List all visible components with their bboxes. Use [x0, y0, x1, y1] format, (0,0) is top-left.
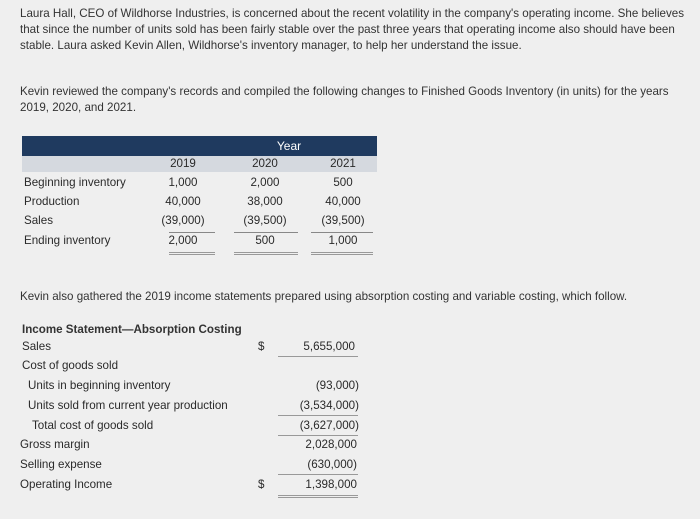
amount-units-sold-current-year: (3,534,000) [299, 399, 359, 412]
currency-symbol: $ [258, 340, 265, 353]
cell-value: 1,000 [328, 234, 358, 247]
cell-value: 2,000 [168, 234, 198, 247]
total-rule [169, 254, 215, 255]
amount-units-in-beginning-inventory: (93,000) [315, 379, 359, 392]
amount-gross-margin: 2,028,000 [305, 438, 357, 451]
row-label-selling-expense: Selling expense [20, 458, 102, 471]
cell-value: 38,000 [247, 195, 283, 208]
amount-selling-expense: (630,000) [307, 458, 357, 471]
year-2019-header: 2019 [170, 157, 196, 170]
row-label-gross-margin: Gross margin [20, 438, 90, 451]
cell-value: 1,000 [168, 176, 198, 189]
currency-symbol: $ [258, 478, 265, 491]
total-rule [278, 497, 358, 498]
cell-value: 2,000 [250, 176, 280, 189]
year-2020-header: 2020 [252, 157, 278, 170]
cell-value: 40,000 [165, 195, 201, 208]
year-header-bar [22, 136, 377, 156]
row-label-operating-income: Operating Income [20, 478, 113, 491]
row-label-production: Production [24, 195, 80, 208]
year-columns-row [22, 156, 377, 172]
total-rule [311, 254, 373, 255]
row-label-units-sold-current-year: Units sold from current year production [28, 399, 228, 412]
year-header-label: Year [276, 139, 302, 153]
cell-value: 40,000 [325, 195, 361, 208]
row-label-beginning-inventory: Beginning inventory [24, 176, 126, 189]
intro-paragraph-1: Laura Hall, CEO of Wildhorse Industries, is concerned about the recent volatility in the company's operating income. She believes that since the number of units sold has been fairly stable over the past three years that operating income also should have been stable. Laura asked Kevin Allen, Wildhorse's inventory manager, to help her understand the issue. [20, 7, 685, 52]
total-rule [234, 254, 298, 255]
row-label-sales: Sales [24, 214, 54, 227]
row-label-sales: Sales [22, 340, 52, 353]
cell-value: (39,500) [243, 214, 287, 227]
total-rule [311, 252, 373, 253]
row-label-total-cost-of-goods-sold: Total cost of goods sold [32, 419, 154, 432]
amount-sales: 5,655,000 [303, 340, 355, 353]
cell-value: 500 [255, 234, 275, 247]
row-label-ending-inventory: Ending inventory [24, 234, 111, 247]
total-rule [234, 252, 298, 253]
total-rule [169, 252, 215, 253]
amount-total-cost-of-goods-sold: (3,627,000) [299, 419, 359, 432]
amount-operating-income: 1,398,000 [305, 478, 357, 491]
year-2021-header: 2021 [330, 157, 356, 170]
intro-paragraph-2: Kevin reviewed the company's records and compiled the following changes to Finished Goods Inventory (in units) for the years 2019, 2020, and 2021. [20, 85, 669, 114]
row-label-units-in-beginning-inventory: Units in beginning inventory [28, 379, 171, 392]
total-rule [278, 495, 358, 496]
row-label-cost-of-goods-sold: Cost of goods sold [22, 359, 119, 372]
cell-value: (39,000) [161, 214, 205, 227]
income-statement-title: Income Statement—Absorption Costing [22, 323, 242, 336]
intro-paragraph-3: Kevin also gathered the 2019 income statements prepared using absorption costing and variable costing, which follow. [20, 290, 628, 303]
cell-value: (39,500) [321, 214, 365, 227]
cell-value: 500 [333, 176, 353, 189]
